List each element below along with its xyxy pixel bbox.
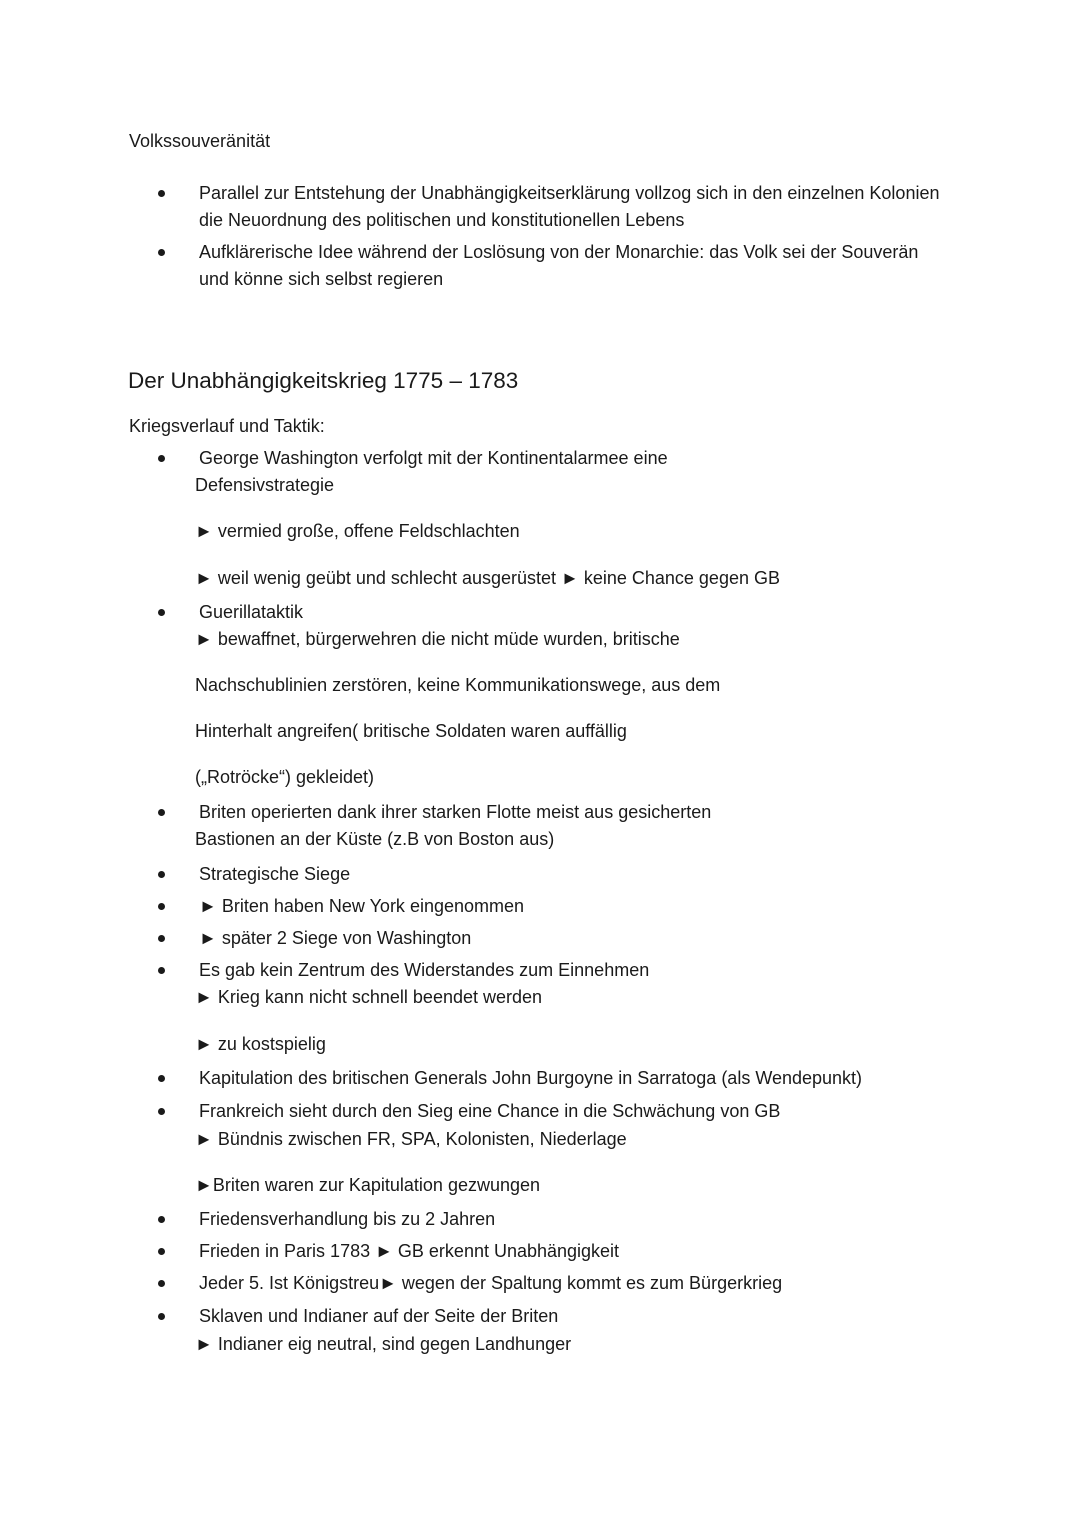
bullet bbox=[158, 903, 165, 910]
list-item-continuation: die Neuordnung des politischen und konstitutionellen Lebens bbox=[199, 210, 685, 230]
list-item: Parallel zur Entstehung der Unabhängigkeitserklärung vollzog sich in den einzelnen Kolonien bbox=[199, 183, 940, 203]
list-item-continuation: ► Indianer eig neutral, sind gegen Landhunger bbox=[195, 1334, 572, 1354]
list-item-continuation: ► weil wenig geübt und schlecht ausgerüstet ► keine Chance gegen GB bbox=[195, 568, 780, 588]
bullet bbox=[158, 1075, 165, 1082]
list-item: Guerillataktik bbox=[199, 602, 304, 622]
list-item-continuation: ► zu kostspielig bbox=[195, 1034, 326, 1054]
list-item: Kapitulation des britischen Generals John Burgoyne in Sarratoga (als Wendepunkt) bbox=[199, 1068, 863, 1088]
bullet bbox=[158, 935, 165, 942]
bullet bbox=[158, 1216, 165, 1223]
list-item-continuation: Defensivstrategie bbox=[195, 475, 335, 495]
list-item: Friedensverhandlung bis zu 2 Jahren bbox=[199, 1209, 496, 1229]
bullet bbox=[158, 967, 165, 974]
list-item-continuation: ►Briten waren zur Kapitulation gezwungen bbox=[195, 1175, 541, 1195]
list-item: ► Briten haben New York eingenommen bbox=[199, 896, 525, 916]
bullet bbox=[158, 190, 165, 197]
section-title-volkssouveraenitaet: Volkssouveränität bbox=[129, 131, 271, 151]
list-item-continuation: Nachschublinien zerstören, keine Kommunikationswege, aus dem bbox=[195, 675, 721, 695]
list-item: Aufklärerische Idee während der Loslösung von der Monarchie: das Volk sei der Souverän bbox=[199, 242, 919, 262]
bullet bbox=[158, 249, 165, 256]
list-item: Briten operierten dank ihrer starken Flotte meist aus gesicherten bbox=[199, 802, 712, 822]
list-item-continuation: Bastionen an der Küste (z.B von Boston aus) bbox=[195, 829, 555, 849]
list-item-continuation: Hinterhalt angreifen( britische Soldaten waren auffällig bbox=[195, 721, 627, 741]
list-item-continuation: ► vermied große, offene Feldschlachten bbox=[195, 521, 520, 541]
bullet bbox=[158, 871, 165, 878]
list-item-continuation: („Rotröcke“) gekleidet) bbox=[195, 767, 375, 787]
subheading-kriegsverlauf: Kriegsverlauf und Taktik: bbox=[129, 416, 325, 436]
list-item: Frieden in Paris 1783 ► GB erkennt Unabhängigkeit bbox=[199, 1241, 620, 1261]
list-item: George Washington verfolgt mit der Kontinentalarmee eine bbox=[199, 448, 668, 468]
bullet bbox=[158, 809, 165, 816]
list-item: Jeder 5. Ist Königstreu► wegen der Spaltung kommt es zum Bürgerkrieg bbox=[199, 1273, 783, 1293]
bullet bbox=[158, 1248, 165, 1255]
bullet bbox=[158, 1280, 165, 1287]
bullet bbox=[158, 455, 165, 462]
bullet bbox=[158, 609, 165, 616]
bullet bbox=[158, 1313, 165, 1320]
list-item: Es gab kein Zentrum des Widerstandes zum Einnehmen bbox=[199, 960, 650, 980]
list-item-continuation: ► Krieg kann nicht schnell beendet werden bbox=[195, 987, 543, 1007]
list-item: ► später 2 Siege von Washington bbox=[199, 928, 472, 948]
section-heading-unabhaengigkeitskrieg: Der Unabhängigkeitskrieg 1775 – 1783 bbox=[128, 368, 519, 393]
bullet bbox=[158, 1108, 165, 1115]
list-item: Sklaven und Indianer auf der Seite der Briten bbox=[199, 1306, 559, 1326]
list-item: Frankreich sieht durch den Sieg eine Chance in die Schwächung von GB bbox=[199, 1101, 781, 1121]
list-item-continuation: und könne sich selbst regieren bbox=[199, 269, 444, 289]
list-item-continuation: ► Bündnis zwischen FR, SPA, Kolonisten, Niederlage bbox=[195, 1129, 627, 1149]
list-item: Strategische Siege bbox=[199, 864, 351, 884]
list-item-continuation: ► bewaffnet, bürgerwehren die nicht müde wurden, britische bbox=[195, 629, 680, 649]
